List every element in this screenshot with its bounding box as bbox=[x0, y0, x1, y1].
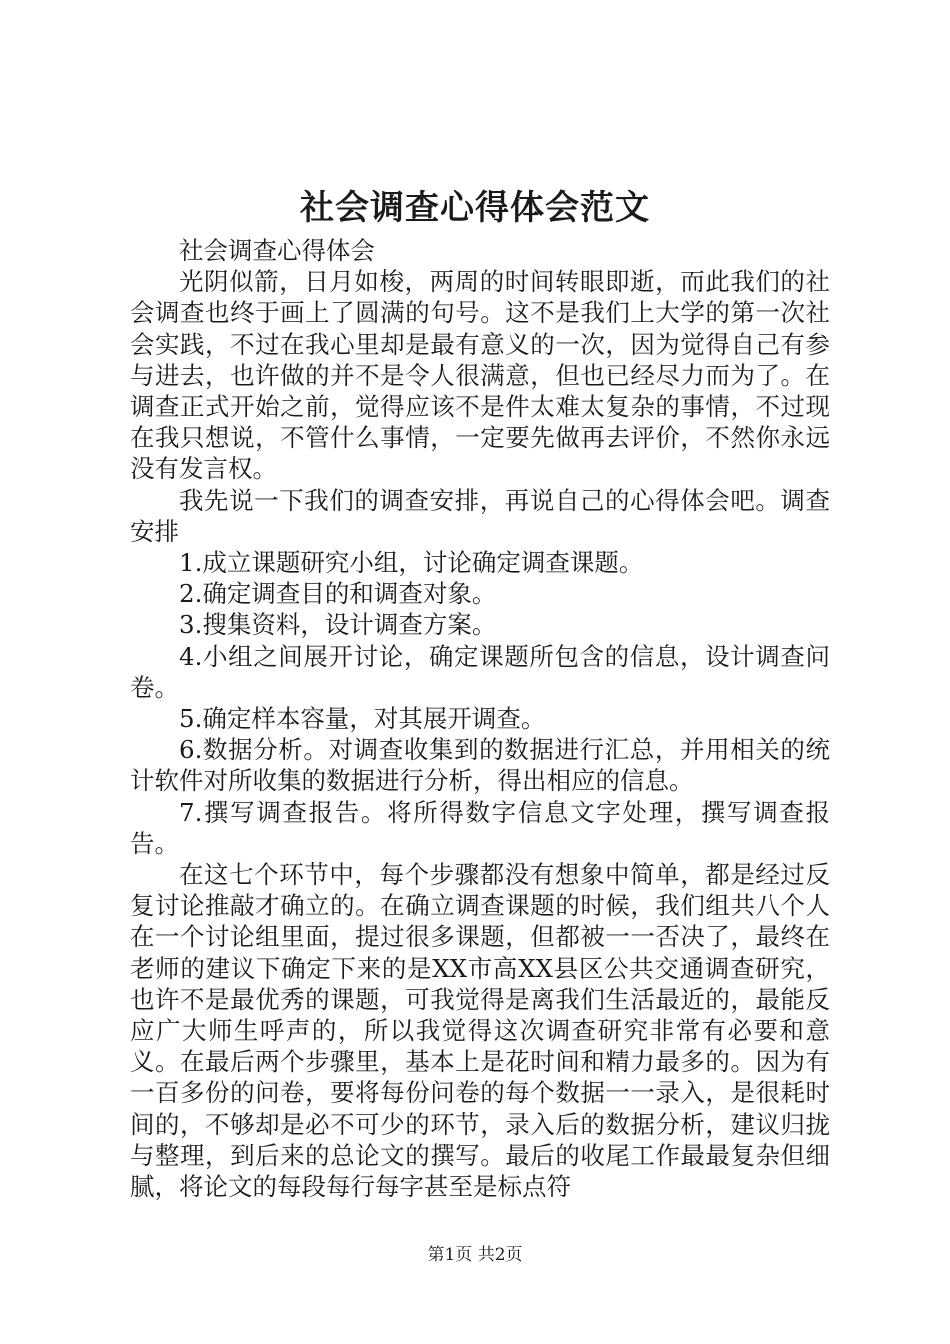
document-title: 社会调查心得体会范文 bbox=[300, 188, 650, 228]
paragraph-arrangement: 我先说一下我们的调查安排，再说自己的心得体会吧。调查安排 bbox=[130, 485, 830, 546]
list-item-step-2: 2.确定调查目的和调查对象。 bbox=[179, 579, 497, 609]
list-item-step-4: 4.小组之间展开讨论，确定课题所包含的信息，设计调查问卷。 bbox=[130, 641, 830, 702]
paragraph-subtitle: 社会调查心得体会 bbox=[179, 236, 375, 265]
list-item-step-6: 6.数据分析。对调查收集到的数据进行汇总，并用相关的统计软件对所收集的数据进行分析，得出相应的信息。 bbox=[130, 735, 830, 796]
paragraph-reflection: 在这七个环节中，每个步骤都没有想象中简单，都是经过反复讨论推敲才确立的。在确立调查课题的时候，我们组共八个人在一个讨论组里面，提过很多课题，但都被一一否决了，最终在老师的建议下确定下来的是XX市高XX县区公共交通调查研究，也许不是最优秀的课题，可我觉得是离我们生活最近的，最能反应广大师生呼声的，所以我觉得这次调查研究非常有必要和意义。在最后两个步骤里，基本上是花时间和精力最多的。因为有一百多份的问卷，要将每份问卷的每个数据一一录入，是很耗时间的，不够却是必不可少的环节，录入后的数据分析，建议归拢与整理，到后来的总论文的撰写。最后的收尾工作最最复杂但细腻，将论文的每段每行每字甚至是标点符 bbox=[130, 860, 830, 1202]
list-item-step-5: 5.确定样本容量，对其展开调查。 bbox=[179, 704, 546, 734]
document-body bbox=[130, 235, 830, 1202]
page-footer: 第1页 共2页 bbox=[427, 1245, 523, 1265]
paragraph-intro: 光阴似箭，日月如梭，两周的时间转眼即逝，而此我们的社会调查也终于画上了圆满的句号。这不是我们上大学的第一次社会实践，不过在我心里却是最有意义的一次，因为觉得自己有参与进去，也许做的并不是令人很满意，但也已经尽力而为了。在调查正式开始之前，觉得应该不是件太难太复杂的事情，不过现在我只想说，不管什么事情，一定要先做再去评价，不然你永远没有发言权。 bbox=[130, 267, 830, 484]
list-item-step-1: 1.成立课题研究小组，讨论确定调查课题。 bbox=[179, 548, 644, 578]
list-item-step-7: 7.撰写调查报告。将所得数字信息文字处理，撰写调查报告。 bbox=[130, 797, 830, 858]
list-item-step-3: 3.搜集资料，设计调查方案。 bbox=[179, 610, 497, 640]
